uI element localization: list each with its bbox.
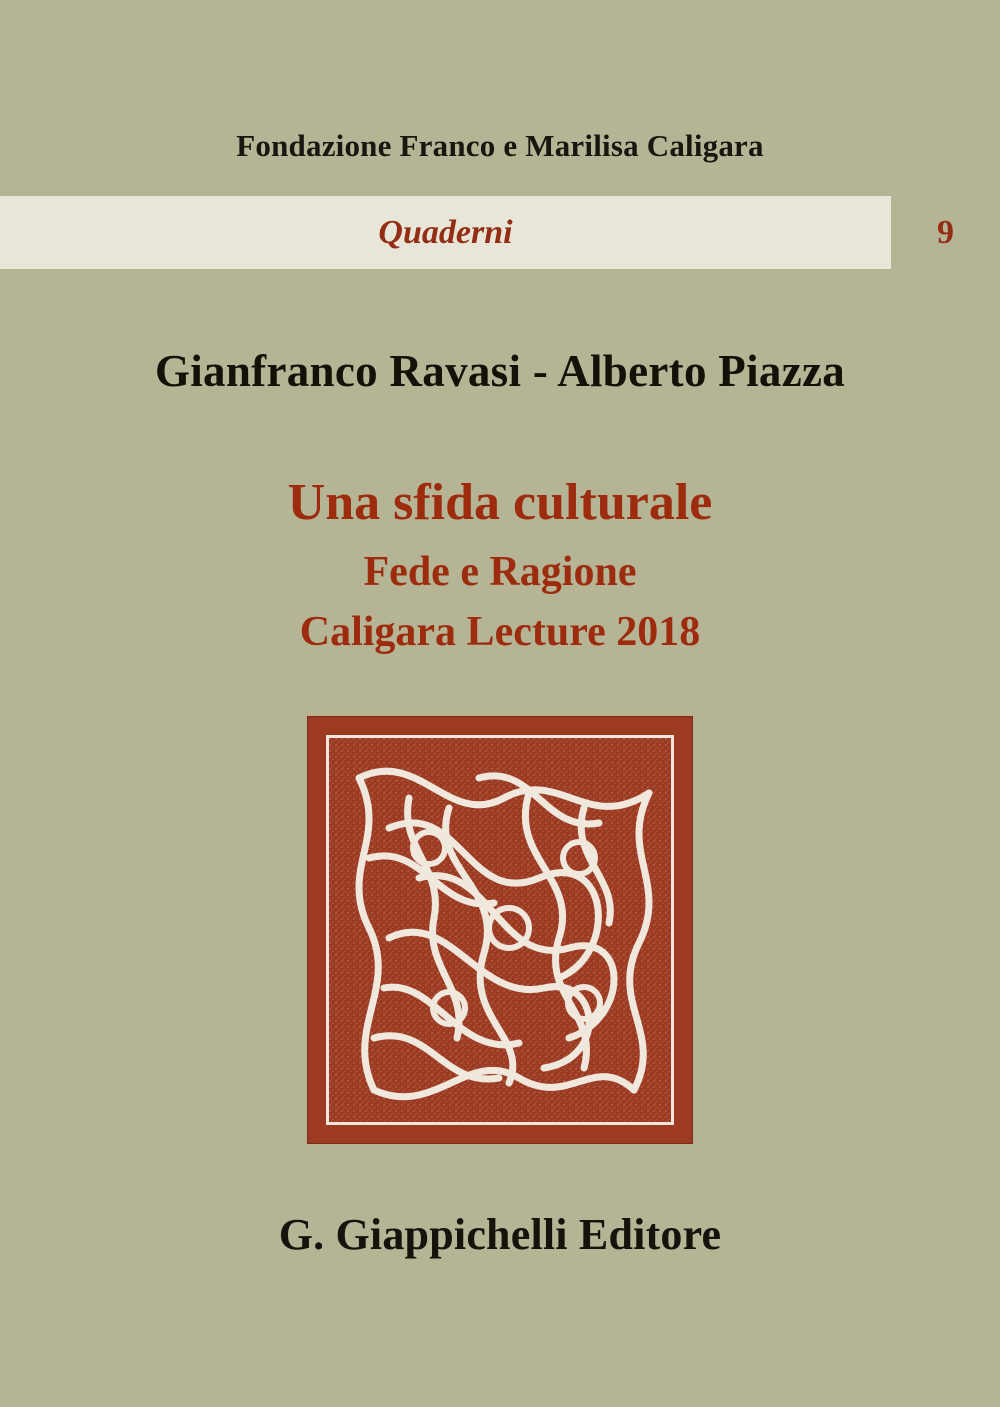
book-title: Una sfida culturale xyxy=(287,474,713,531)
series-band xyxy=(0,196,1000,269)
book-subtitle-secondary: Caligara Lecture 2018 xyxy=(299,609,701,655)
emblem-inner-frame xyxy=(326,735,674,1125)
celtic-knot-icon xyxy=(329,738,674,1125)
authors: Gianfranco Ravasi - Alberto Piazza xyxy=(154,346,846,396)
foundation-name: Fondazione Franco e Marilisa Caligara xyxy=(236,128,764,163)
book-subtitle-primary: Fede e Ragione xyxy=(363,549,637,595)
issue-number: 9 xyxy=(937,214,954,251)
series-label: Quaderni xyxy=(378,214,513,251)
publisher-name: G. Giappichelli Editore xyxy=(278,1210,722,1259)
celtic-knot-emblem xyxy=(307,716,693,1144)
